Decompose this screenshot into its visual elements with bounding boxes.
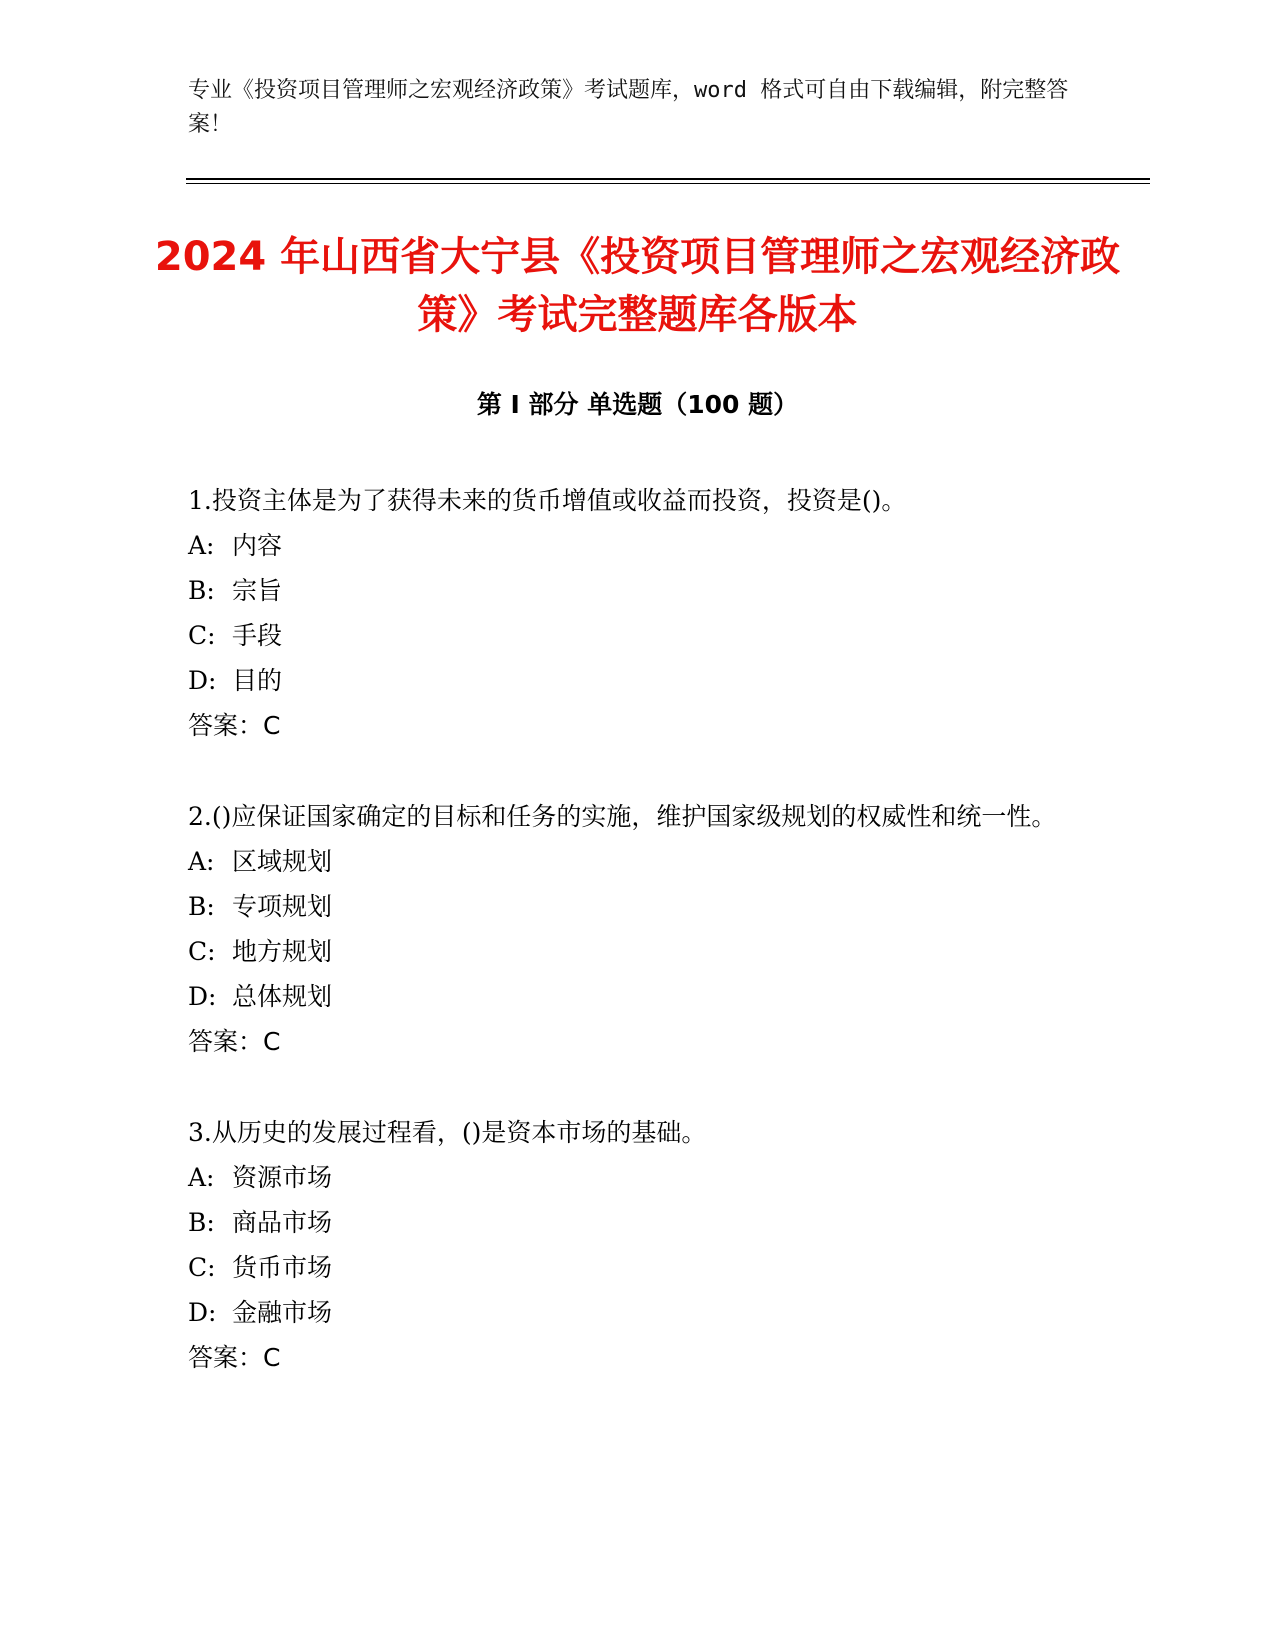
option-d bbox=[188, 1290, 1088, 1335]
option-letter: C: bbox=[188, 1253, 216, 1282]
question-3 bbox=[188, 1110, 1088, 1380]
option-letter: A: bbox=[188, 847, 215, 876]
section-title: 第 I 部分 单选题（100 题） bbox=[476, 390, 799, 419]
option-d bbox=[188, 658, 1088, 703]
option-text: 金融市场 bbox=[232, 1298, 333, 1327]
header-divider-thick bbox=[186, 178, 1150, 180]
option-letter: B: bbox=[188, 1208, 215, 1237]
option-letter: D: bbox=[188, 982, 217, 1011]
option-c bbox=[188, 1245, 1088, 1290]
option-letter: D: bbox=[188, 1298, 217, 1327]
option-text: 商品市场 bbox=[232, 1208, 333, 1237]
option-b bbox=[188, 568, 1088, 613]
option-a bbox=[188, 1155, 1088, 1200]
answer-line: 答案：C bbox=[188, 1027, 281, 1056]
option-d bbox=[188, 974, 1088, 1019]
option-text: 区域规划 bbox=[232, 847, 333, 876]
option-text: 专项规划 bbox=[232, 892, 333, 921]
option-b bbox=[188, 1200, 1088, 1245]
option-text: 总体规划 bbox=[232, 982, 333, 1011]
option-b bbox=[188, 884, 1088, 929]
question-1 bbox=[188, 478, 1088, 748]
header-note: 专业《投资项目管理师之宏观经济政策》考试题库，word 格式可自由下载编辑，附完整答案！ bbox=[188, 78, 1069, 137]
question-list bbox=[188, 478, 1088, 1426]
option-letter: B: bbox=[188, 892, 215, 921]
option-text: 地方规划 bbox=[232, 937, 333, 966]
document-title: 2024 年山西省大宁县《投资项目管理师之宏观经济政策》考试完整题库各版本 bbox=[154, 234, 1121, 338]
question-stem: 1.投资主体是为了获得未来的货币增值或收益而投资，投资是()。 bbox=[188, 486, 907, 515]
option-text: 内容 bbox=[232, 531, 283, 560]
option-a bbox=[188, 839, 1088, 884]
question-stem: 2.()应保证国家确定的目标和任务的实施，维护国家级规划的权威性和统一性。 bbox=[188, 802, 1057, 831]
option-a bbox=[188, 523, 1088, 568]
question-stem: 3.从历史的发展过程看，()是资本市场的基础。 bbox=[188, 1118, 707, 1147]
answer-line: 答案：C bbox=[188, 1343, 281, 1372]
option-text: 资源市场 bbox=[232, 1163, 333, 1192]
option-letter: A: bbox=[188, 1163, 215, 1192]
question-2 bbox=[188, 794, 1088, 1064]
answer-line: 答案：C bbox=[188, 711, 281, 740]
option-letter: D: bbox=[188, 666, 217, 695]
option-text: 宗旨 bbox=[232, 576, 283, 605]
option-letter: C: bbox=[188, 937, 216, 966]
option-letter: A: bbox=[188, 531, 215, 560]
option-text: 目的 bbox=[232, 666, 283, 695]
option-c bbox=[188, 613, 1088, 658]
header-divider-thin bbox=[186, 183, 1150, 184]
option-letter: B: bbox=[188, 576, 215, 605]
option-text: 货币市场 bbox=[232, 1253, 333, 1282]
option-text: 手段 bbox=[232, 621, 283, 650]
option-letter: C: bbox=[188, 621, 216, 650]
option-c bbox=[188, 929, 1088, 974]
